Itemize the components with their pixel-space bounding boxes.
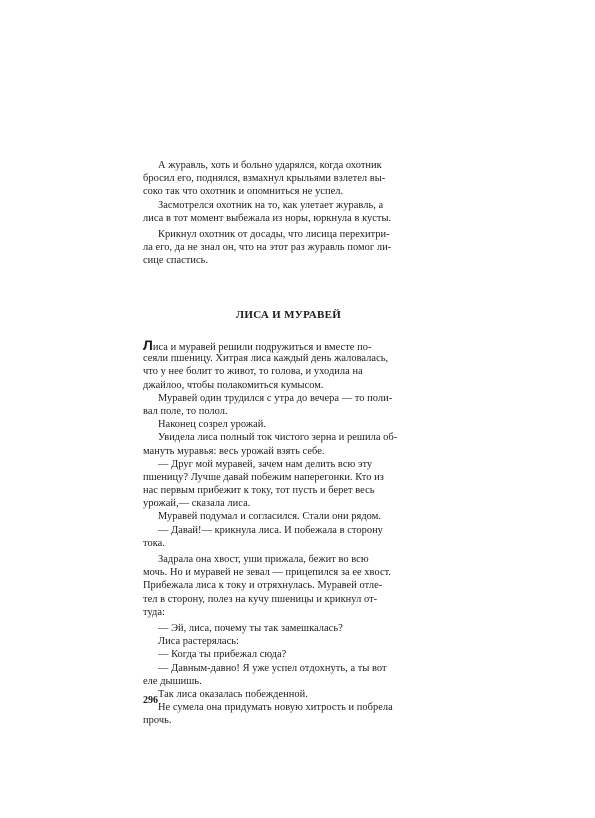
- text-line: Засмотрелся охотник на то, как улетает журавль, а: [158, 199, 384, 211]
- text-line: Крикнул охотник от досады, что лисица перехитри-: [158, 228, 390, 240]
- text-line: мочь. Но и муравей не зевал — прицепился за ее хвост.: [143, 567, 392, 579]
- previous-story-ending: [143, 159, 434, 268]
- story-title: ЛИСА И МУРАВЕЙ: [235, 309, 342, 321]
- text-line: соко так что охотник и опомниться не успел.: [143, 186, 344, 198]
- text-line: Муравей подумал и согласился. Стали они рядом.: [158, 511, 381, 523]
- text-line: — Эй, лиса, почему ты так замешкалась?: [158, 622, 343, 634]
- text-line: нас первым прибежит к току, тот пусть и берет весь: [143, 485, 375, 497]
- text-line: тока.: [143, 537, 165, 549]
- text-line: сице спастись.: [143, 255, 209, 267]
- text-line: Увидела лиса полный ток чистого зерна и решила об-: [158, 432, 398, 444]
- text-line: Так лиса оказалась побежденной.: [158, 688, 308, 700]
- text-line: Задрала она хвост, уши прижала, бежит во всю: [158, 554, 369, 565]
- text-line: вал поле, то полол.: [143, 405, 228, 417]
- text-line: урожай,— сказала лиса.: [143, 498, 251, 510]
- text-line: прочь.: [143, 715, 172, 727]
- text-line: Лиса растерялась:: [158, 636, 239, 648]
- text-line: что у нее болит то живот, то голова, и уходила на: [143, 366, 363, 378]
- text-line: — Друг мой муравей, зачем нам делить всю эту: [158, 458, 373, 470]
- text-line: пшеницу? Лучше давай побежим наперегонки. Кто из: [143, 471, 384, 483]
- text-line-first: [143, 339, 434, 352]
- text-line: туда:: [143, 606, 165, 618]
- text-line: Прибежала лиса к току и отряхнулась. Муравей отле-: [143, 580, 383, 592]
- text-line: лиса в тот момент выбежала из норы, юркнула в кусты.: [143, 212, 392, 224]
- text-line: мануть муравья: весь урожай взять себе.: [143, 445, 325, 457]
- text-line: бросил его, поднялся, взмахнул крыльями взлетел вы-: [143, 173, 386, 185]
- text-line: А журавль, хоть и больно ударялся, когда охотник: [158, 160, 382, 171]
- first-line-text: иса и муравей решили подружиться и вместе по-: [152, 342, 372, 353]
- text-line: джайлоо, чтобы полакомиться кумысом.: [143, 379, 324, 391]
- text-line: — Давай!— крикнула лиса. И побежала в сторону: [158, 524, 383, 536]
- text-line: еле дышишь.: [143, 675, 202, 687]
- story-body: [143, 339, 434, 727]
- text-line: ла его, да не знал он, что на этот раз журавль помог ли-: [143, 242, 392, 254]
- text-line: сеяли пшеницу. Хитрая лиса каждый день жаловалась,: [143, 353, 389, 365]
- text-line: Муравей один трудился с утра до вечера — то поли-: [158, 392, 393, 404]
- text-line: Наконец созрел урожай.: [158, 419, 267, 431]
- text-line: — Давным-давно! Я уже успел отдохнуть, а ты вот: [158, 662, 387, 674]
- text-line: Не сумела она придумать новую хитрость и побрела: [158, 702, 393, 714]
- page-number: 296: [143, 695, 158, 706]
- text-line: — Когда ты прибежал сюда?: [158, 649, 287, 661]
- drop-initial: Л: [143, 337, 153, 353]
- text-line: тел в сторону, полез на кучу пшеницы и крикнул от-: [143, 593, 378, 605]
